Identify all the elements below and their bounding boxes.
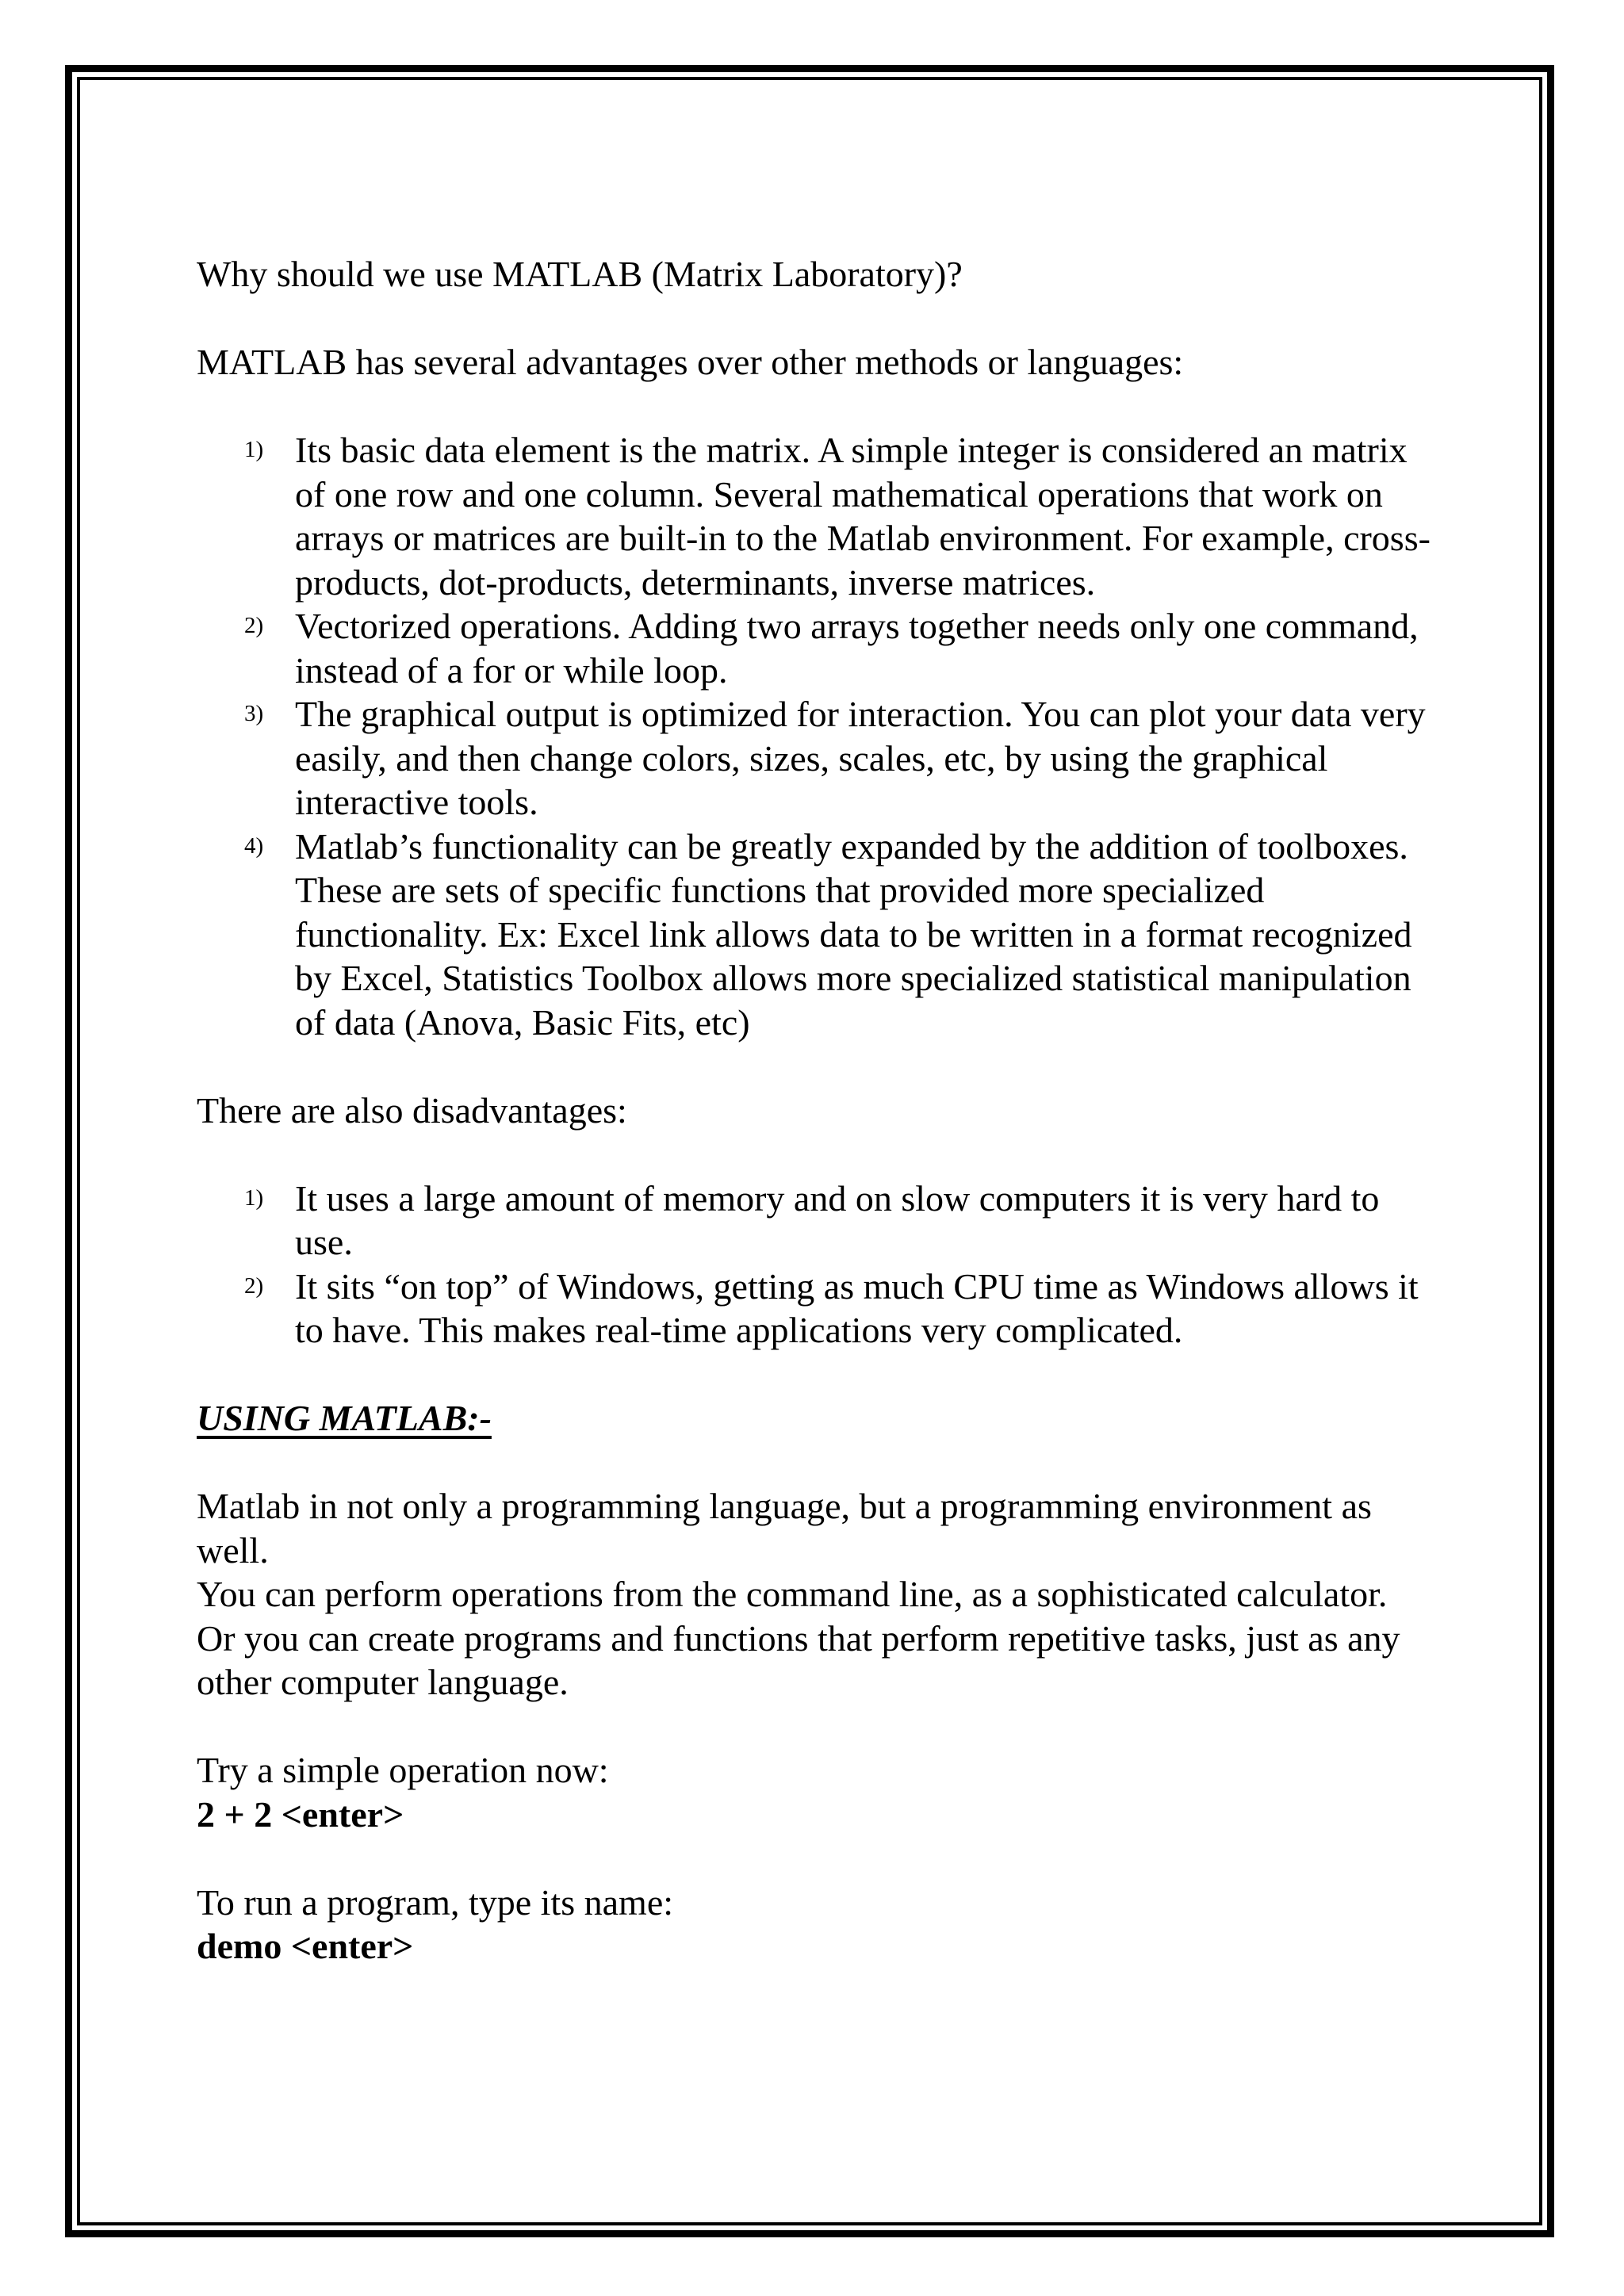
list-number: 1): [244, 1184, 264, 1211]
list-number: 2): [244, 1272, 264, 1299]
document-body: [197, 252, 1434, 1969]
using-line: Or you can create programs and functions that perform repetitive tasks, just as any other computer language.: [197, 1617, 1400, 1702]
using-line: You can perform operations from the command line, as a sophisticated calculator.: [197, 1574, 1388, 1614]
list-text: Vectorized operations. Adding two arrays together needs only one command, instead of a for or while loop.: [295, 606, 1419, 691]
using-line: Matlab in not only a programming language, but a programming environment as well.: [197, 1486, 1372, 1571]
list-number: 2): [244, 613, 264, 638]
list-number: 1): [244, 437, 264, 462]
intro-question: Why should we use MATLAB (Matrix Laboratory)?: [197, 254, 963, 294]
list-text: It uses a large amount of memory and on slow computers it is very hard to use.: [295, 1177, 1380, 1262]
try-command: 2 + 2 <enter>: [197, 1793, 404, 1835]
advantages-list: [197, 428, 1434, 1044]
try-intro: Try a simple operation now:: [197, 1750, 609, 1790]
advantages-intro: MATLAB has several advantages over other methods or languages:: [197, 342, 1184, 382]
list-text: The graphical output is optimized for interaction. You can plot your data very easily, and then change colors, sizes, scales, etc, by using the graphical interactive tools.: [295, 694, 1426, 822]
advantage-item: [197, 692, 1437, 825]
disadvantages-list: [197, 1177, 1434, 1353]
advantage-item: [197, 604, 1437, 692]
disadvantages-intro: There are also disadvantages:: [197, 1089, 627, 1131]
list-text: It sits “on top” of Windows, getting as much CPU time as Windows allows it to have. This makes real-time applications very complicated.: [295, 1265, 1419, 1350]
list-text: Matlab’s functionality can be greatly expanded by the addition of toolboxes. These are sets of specific functions that provided more specialized functionality. Ex: Excel link allows data to be written in a format recognized by Excel, Statistics Toolbox allows more specialized statistical manipulation of data (Anova, Basic Fits, etc): [295, 825, 1412, 1043]
list-number: 3): [244, 701, 264, 726]
list-number: 4): [244, 832, 264, 859]
list-text: Its basic data element is the matrix. A simple integer is considered an matrix of one row and one column. Several mathematical operations that work on arrays or matrices are built-in to the Matlab environment. For example, cross-products, dot-products, determinants, inverse matrices.: [295, 430, 1431, 603]
advantage-item: [197, 825, 1437, 1045]
run-intro: To run a program, type its name:: [197, 1881, 674, 1923]
disadvantage-item: [197, 1265, 1437, 1353]
section-heading: USING MATLAB:-: [197, 1398, 492, 1438]
run-command: demo <enter>: [197, 1926, 414, 1966]
disadvantage-item: [197, 1177, 1437, 1265]
advantage-item: [197, 428, 1437, 604]
